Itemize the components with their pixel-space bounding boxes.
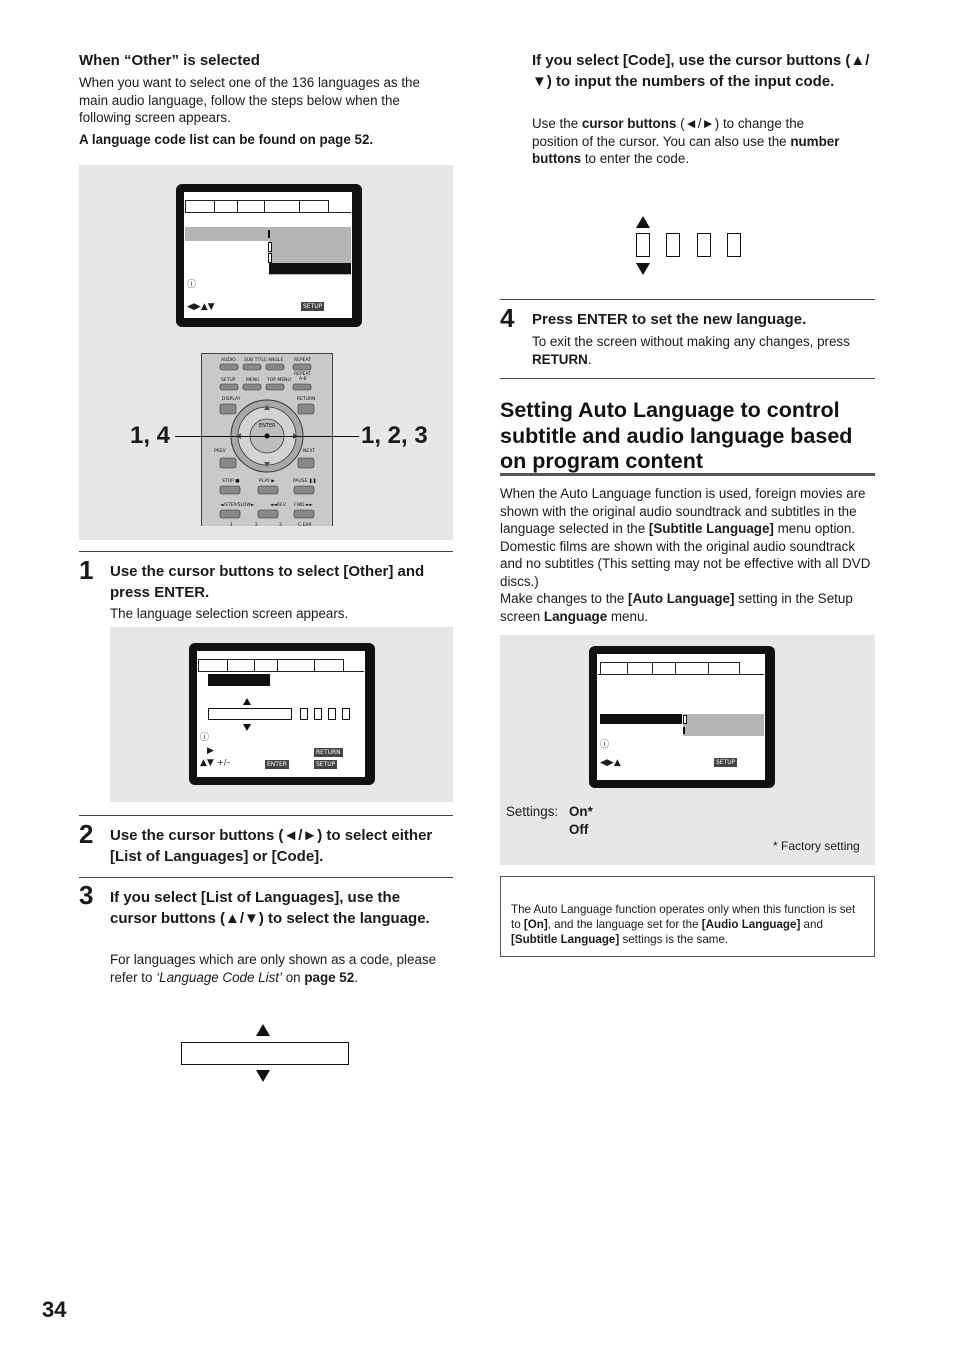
language-selection-panel xyxy=(110,627,453,802)
setup-key: SETUP xyxy=(716,759,736,766)
step-1-sub: The language selection screen appears. xyxy=(110,606,349,621)
code-digit-box xyxy=(636,233,650,257)
step-rule xyxy=(79,551,453,552)
step-rule xyxy=(500,378,875,379)
note-text: The Auto Language function operates only when this function is set to [On], and the language set for the [Audio Language] and [Subtitle Language] settings is the same. xyxy=(511,903,856,947)
step-1-text: Use the cursor buttons to select [Other] and press ENTER. xyxy=(110,563,425,601)
callout-line-left xyxy=(175,436,267,437)
up-arrow-icon xyxy=(256,1024,270,1036)
setup-key: SETUP xyxy=(303,303,323,310)
svg-text:ENTER: ENTER xyxy=(259,423,276,429)
svg-text:3: 3 xyxy=(279,523,282,526)
step-1-number: 1 xyxy=(79,555,94,585)
svg-text:PLAY ▶: PLAY ▶ xyxy=(259,479,275,484)
step-2-text: Use the cursor buttons (◄/►) to select either [List of Languages] or [Code]. xyxy=(110,827,433,865)
note-box xyxy=(500,876,875,957)
svg-text:MENU: MENU xyxy=(246,378,260,383)
svg-text:◄◄REV: ◄◄REV xyxy=(270,503,286,508)
down-arrow-icon xyxy=(636,263,650,275)
settings-off: Off xyxy=(569,822,589,837)
svg-text:A-B: A-B xyxy=(299,377,307,382)
up-down-arrow-icon: ▲▼ xyxy=(200,758,214,768)
step-4-text: Press ENTER to set the new language. xyxy=(532,311,807,328)
language-field xyxy=(208,708,292,720)
other-option-selected xyxy=(269,263,351,274)
svg-text:C.EAR: C.EAR xyxy=(298,523,312,526)
step-3-number: 3 xyxy=(79,880,94,910)
callout-right-label: 1, 2, 3 xyxy=(361,422,428,449)
remote-control-drawing xyxy=(202,354,332,526)
down-arrow-icon xyxy=(256,1070,270,1082)
info-icon: ⓘ xyxy=(187,280,197,290)
svg-text:NEXT: NEXT xyxy=(303,449,315,454)
step-4-sub: To exit the screen without making any changes, press RETURN. xyxy=(532,334,850,367)
auto-language-screen xyxy=(597,654,765,780)
svg-text:RETURN: RETURN xyxy=(297,397,316,402)
step-rule xyxy=(79,815,453,816)
svg-text:STOP ■: STOP ■ xyxy=(222,479,240,484)
setup-key: SETUP xyxy=(316,761,336,768)
code-digit-box xyxy=(666,233,680,257)
svg-text:PAUSE ❚❚: PAUSE ❚❚ xyxy=(293,479,317,484)
cursor-arrows-icon: ◀▶▲▼ xyxy=(187,302,215,312)
other-intro: When you want to select one of the 136 languages as the main audio language, follow the steps below when the following screen appears. xyxy=(79,75,420,125)
code-heading: If you select [Code], use the cursor buttons (▲/▼) to input the numbers of the input code. xyxy=(532,52,870,90)
callout-left-label: 1, 4 xyxy=(130,422,171,449)
illustration-panel xyxy=(79,165,453,540)
code-digit-box xyxy=(727,233,741,257)
svg-text:2: 2 xyxy=(255,523,258,526)
on-off-options xyxy=(683,714,764,736)
callout-line-right xyxy=(269,436,359,437)
svg-text:REPEAT: REPEAT xyxy=(294,358,312,363)
factory-setting-note: * Factory setting xyxy=(773,839,860,853)
code-body: Use the cursor buttons (◄/►) to change the position of the cursor. You can also use the number buttons to enter the code. xyxy=(532,116,840,166)
auto-language-row xyxy=(600,714,682,724)
code-list-note: A language code list can be found on page 52. xyxy=(79,132,374,147)
step-4-number: 4 xyxy=(500,303,515,333)
tv-screen-frame xyxy=(176,184,362,327)
code-digit-box xyxy=(697,233,711,257)
step-3-sub: For languages which are only shown as a code, please refer to ‘Language Code List’ on page 52. xyxy=(110,952,437,985)
section-title-rule xyxy=(500,473,875,476)
step-rule xyxy=(79,877,453,878)
info-icon: ⓘ xyxy=(600,740,610,750)
svg-text:REPEAT: REPEAT xyxy=(294,372,312,377)
list-of-languages-option xyxy=(208,674,270,686)
svg-text:ANGLE: ANGLE xyxy=(268,358,284,363)
svg-text:PREV: PREV xyxy=(214,449,226,454)
return-key: RETURN xyxy=(316,749,341,756)
enter-key: ENTER xyxy=(267,761,287,768)
plus-minus-label: +/– xyxy=(217,758,231,767)
language-selection-screen xyxy=(197,651,365,777)
tv-screen-frame xyxy=(589,646,775,788)
tv-screen-frame xyxy=(189,643,375,785)
svg-text:DISPLAY: DISPLAY xyxy=(222,397,241,402)
setup-screen xyxy=(184,192,352,318)
up-arrow-icon xyxy=(636,216,650,228)
page-number: 34 xyxy=(42,1297,67,1322)
language-list-field xyxy=(181,1042,349,1065)
step-rule xyxy=(500,299,875,300)
svg-text:TOP MENU: TOP MENU xyxy=(267,378,291,383)
step-3-text: If you select [List of Languages], use the cursor buttons (▲/▼) to select the language. xyxy=(110,889,430,927)
right-arrow-icon: ▶ xyxy=(207,746,214,756)
auto-language-panel xyxy=(500,635,875,865)
svg-text:SUB TITLE: SUB TITLE xyxy=(244,358,267,363)
section-title: Setting Auto Language to control subtitle and audio language based on program content xyxy=(500,398,853,473)
other-heading: When “Other” is selected xyxy=(79,52,260,69)
svg-text:AUDIO: AUDIO xyxy=(221,358,236,363)
svg-text:SETUP: SETUP xyxy=(221,378,236,383)
step-2-number: 2 xyxy=(79,819,94,849)
svg-text:FWD ►►: FWD ►► xyxy=(294,503,313,508)
settings-label: Settings: xyxy=(506,804,559,819)
svg-text:◄/STEP/SLOW►: ◄/STEP/SLOW► xyxy=(220,503,255,508)
settings-on: On* xyxy=(569,804,593,819)
svg-text:1: 1 xyxy=(230,523,233,526)
info-icon: ⓘ xyxy=(200,733,210,743)
section-body: When the Auto Language function is used, foreign movies are shown with the original audio soundtrack and subtitles in the language selected in the [Subtitle Language] menu option. Domestic films are shown with the original audio soundtrack and no subtitles (This setting may not be effective with all DVD discs.) Make changes to the [Auto Language] setting in the Setup screen Language menu. xyxy=(500,486,871,624)
remote-control xyxy=(201,353,333,526)
cursor-arrows-icon: ◀▶▲ xyxy=(600,758,621,768)
